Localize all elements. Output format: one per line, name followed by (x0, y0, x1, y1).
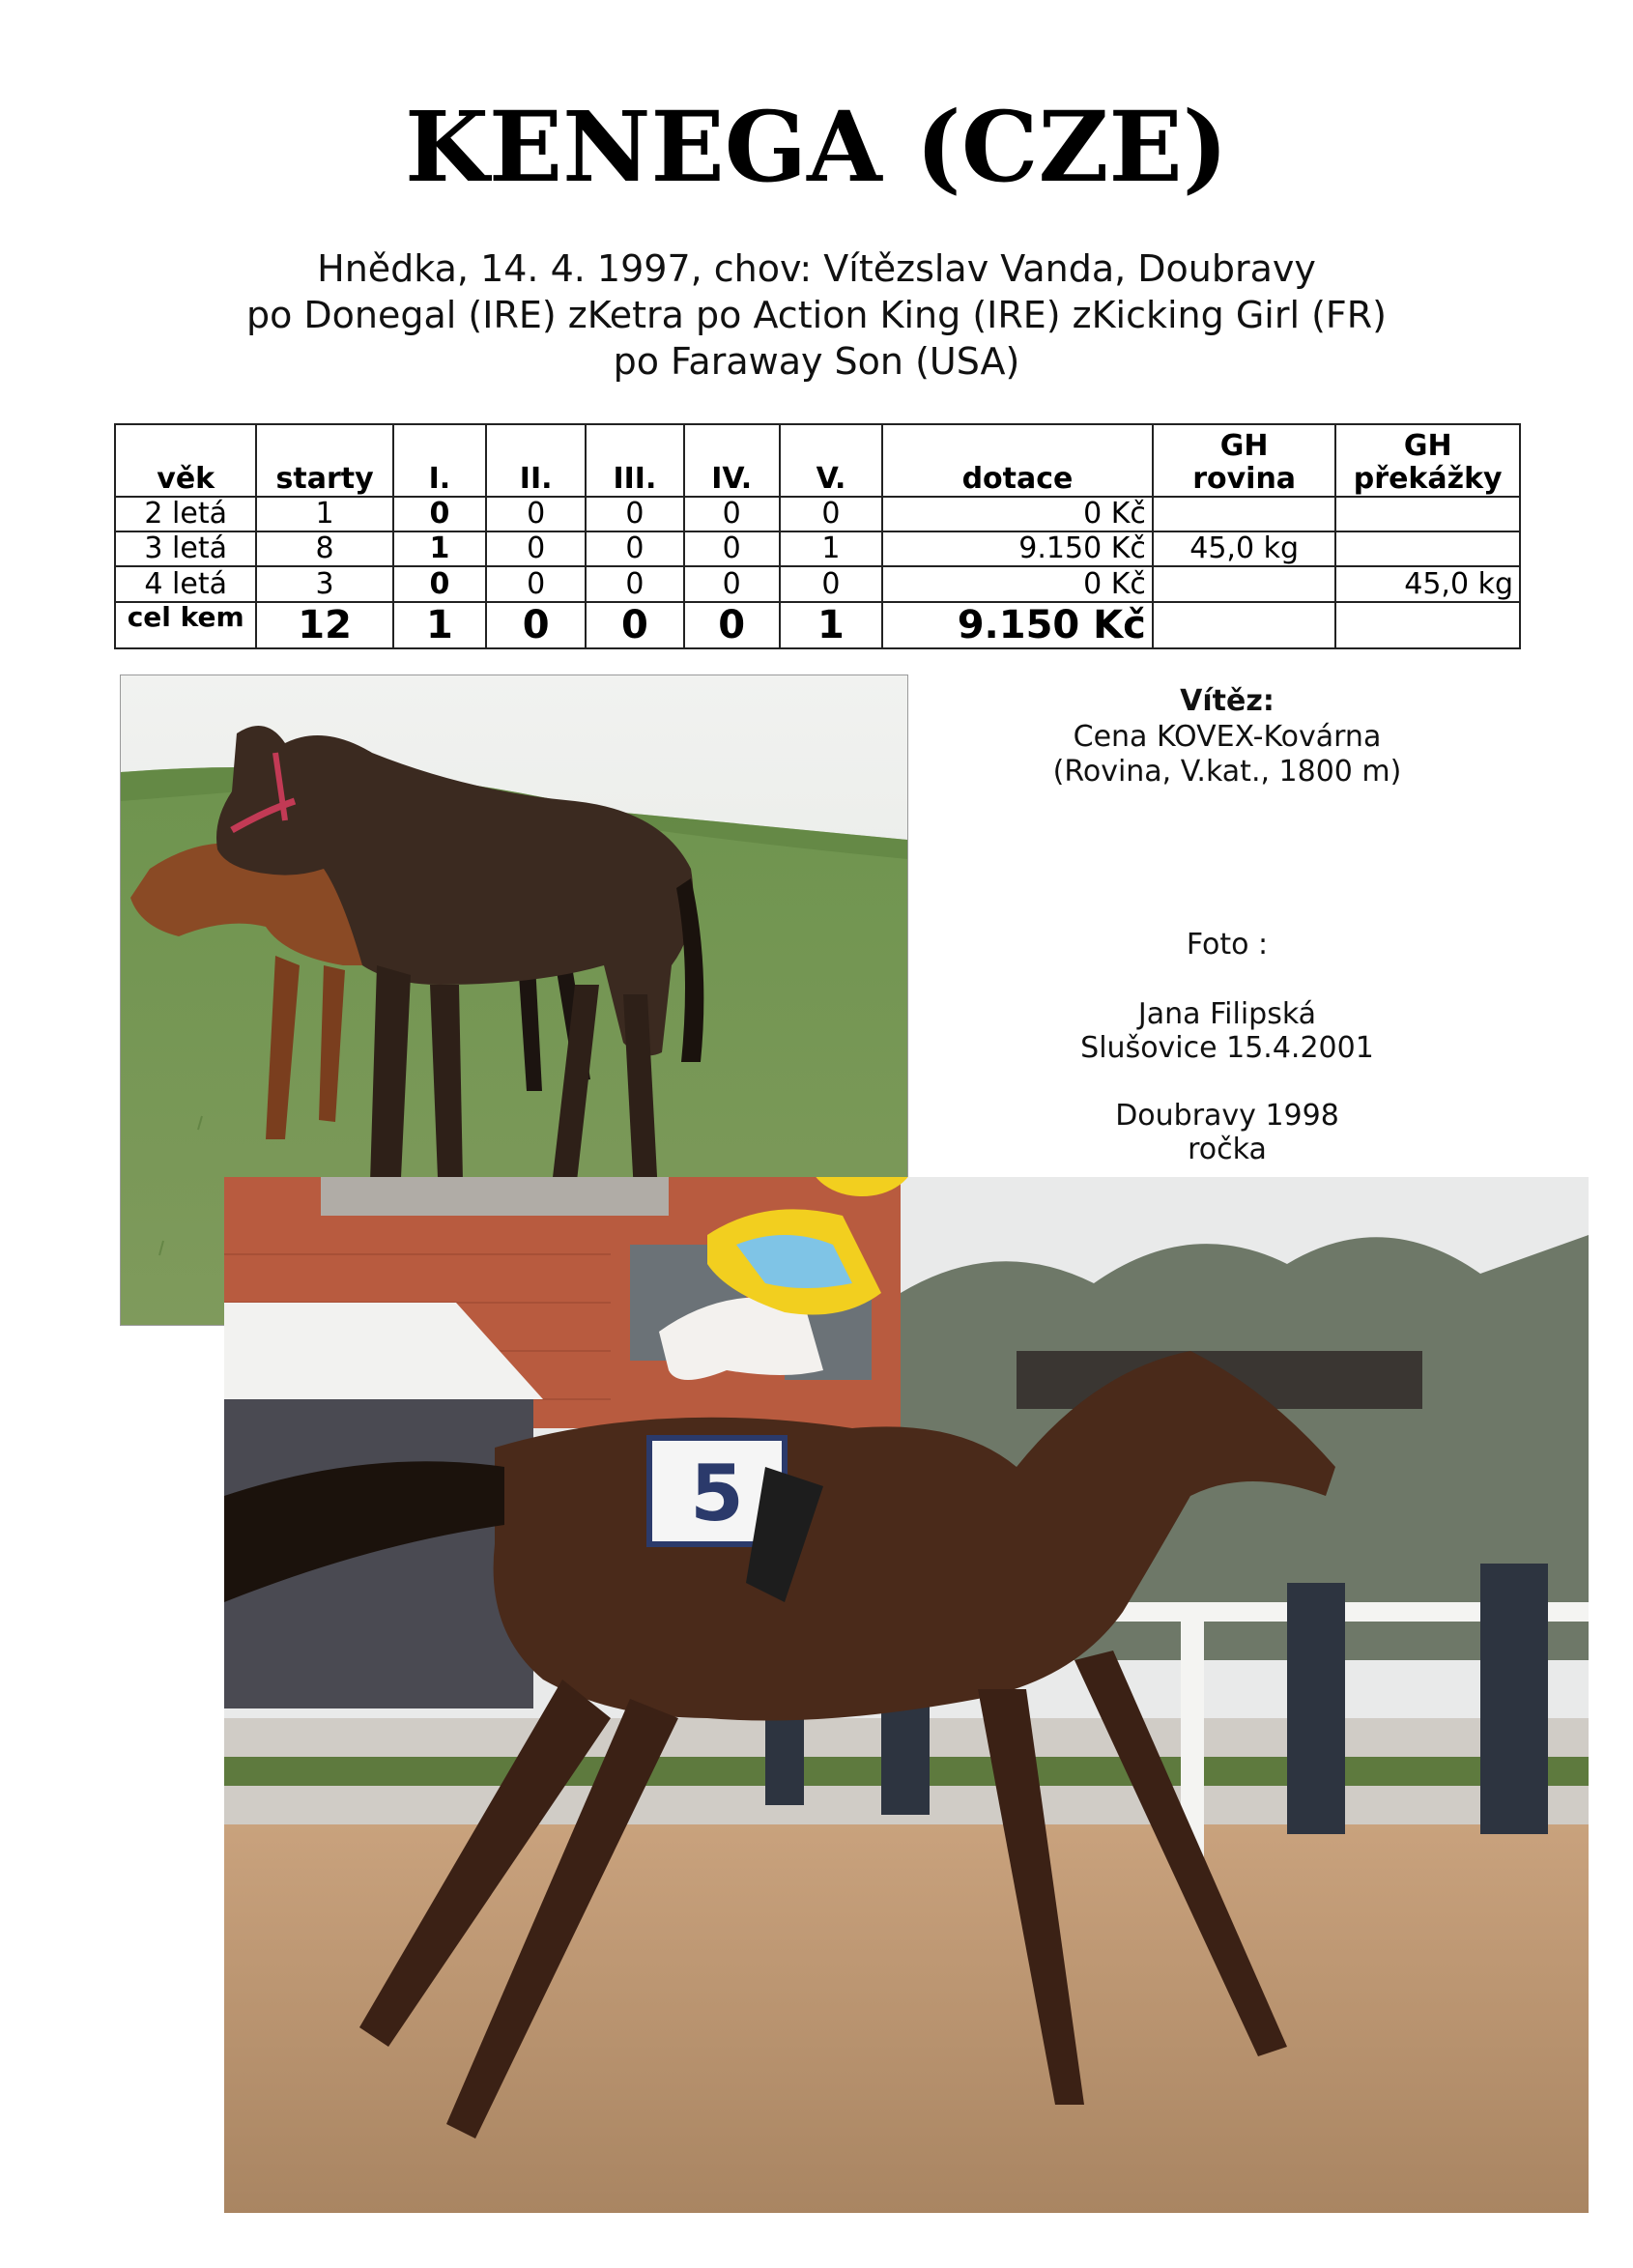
cell-starts: 3 (256, 566, 392, 601)
table-row (115, 497, 1520, 531)
cell-place-4: 0 (684, 497, 780, 531)
cell-place-4: 0 (684, 531, 780, 566)
race-photo-illustration (224, 1177, 1589, 2213)
cell-place-5: 1 (780, 531, 882, 566)
header-prize: dotace (882, 424, 1153, 497)
header-place-5: V. (780, 424, 882, 497)
header-place-1: I. (393, 424, 486, 497)
cell-starts: 8 (256, 531, 392, 566)
cell-total-label: cel kem (115, 602, 256, 648)
cell-place-4: 0 (684, 566, 780, 601)
table-total-row (115, 602, 1520, 648)
winner-race-details: (Rovina, V.kat., 1800 m) (1052, 755, 1402, 789)
cell-place-5: 0 (780, 566, 882, 601)
cell-place-3: 0 (586, 497, 683, 531)
saddle-number: 5 (690, 1449, 744, 1538)
page-title: KENEGA (CZE) (404, 90, 1228, 204)
cell-total-place-3: 0 (586, 602, 683, 648)
cell-place-1: 1 (393, 531, 486, 566)
cell-total-gh-jump (1335, 602, 1520, 648)
photo-credit-heading: Foto : (1186, 928, 1269, 962)
cell-gh-flat (1153, 497, 1336, 531)
cell-total-starts: 12 (256, 602, 392, 648)
race-photo (224, 1177, 1589, 2213)
subtitle-pedigree: po Donegal (IRE) zKetra po Action King (IRE) zKicking Girl (FR) (245, 294, 1388, 336)
cell-place-3: 0 (586, 531, 683, 566)
cell-total-prize: 9.150 Kč (882, 602, 1153, 648)
cell-prize: 0 Kč (882, 566, 1153, 601)
header-gh-flat: GH rovina (1153, 424, 1336, 497)
cell-place-1: 0 (393, 497, 486, 531)
header-gh-jump: GH překážky (1335, 424, 1520, 497)
cell-starts: 1 (256, 497, 392, 531)
cell-age: 3 letá (115, 531, 256, 566)
subtitle-breeding: Hnědka, 14. 4. 1997, chov: Vítězslav Vanda, Doubravy (317, 247, 1316, 290)
cell-total-place-5: 1 (780, 602, 882, 648)
cell-total-place-1: 1 (393, 602, 486, 648)
photo-credit-location-2: Doubravy 1998 (1115, 1099, 1339, 1133)
photo-credit-location-1: Slušovice 15.4.2001 (1080, 1031, 1374, 1065)
cell-place-1: 0 (393, 566, 486, 601)
cell-gh-jump (1335, 497, 1520, 531)
cell-age: 4 letá (115, 566, 256, 601)
table-row (115, 566, 1520, 601)
header-place-2: II. (486, 424, 586, 497)
cell-total-gh-flat (1153, 602, 1336, 648)
table-row (115, 531, 1520, 566)
cell-place-2: 0 (486, 531, 586, 566)
photo-credit-location-3: ročka (1188, 1133, 1267, 1166)
winner-race-name: Cena KOVEX-Kovárna (1073, 720, 1382, 754)
cell-total-place-4: 0 (684, 602, 780, 648)
cell-place-5: 0 (780, 497, 882, 531)
cell-place-2: 0 (486, 497, 586, 531)
header-place-3: III. (586, 424, 683, 497)
cell-place-3: 0 (586, 566, 683, 601)
cell-place-2: 0 (486, 566, 586, 601)
cell-gh-flat (1153, 566, 1336, 601)
cell-gh-jump: 45,0 kg (1335, 566, 1520, 601)
cell-total-place-2: 0 (486, 602, 586, 648)
cell-prize: 0 Kč (882, 497, 1153, 531)
cell-gh-jump (1335, 531, 1520, 566)
table-header-row (115, 424, 1520, 497)
cell-gh-flat: 45,0 kg (1153, 531, 1336, 566)
header-place-4: IV. (684, 424, 780, 497)
cell-prize: 9.150 Kč (882, 531, 1153, 566)
race-statistics-table (114, 423, 1521, 649)
cell-age: 2 letá (115, 497, 256, 531)
subtitle-pedigree-cont: po Faraway Son (USA) (613, 340, 1020, 383)
header-age: věk (115, 424, 256, 497)
winner-heading: Vítěz: (1180, 684, 1275, 718)
header-starts: starty (256, 424, 392, 497)
photo-credit-photographer: Jana Filipská (1137, 997, 1317, 1031)
